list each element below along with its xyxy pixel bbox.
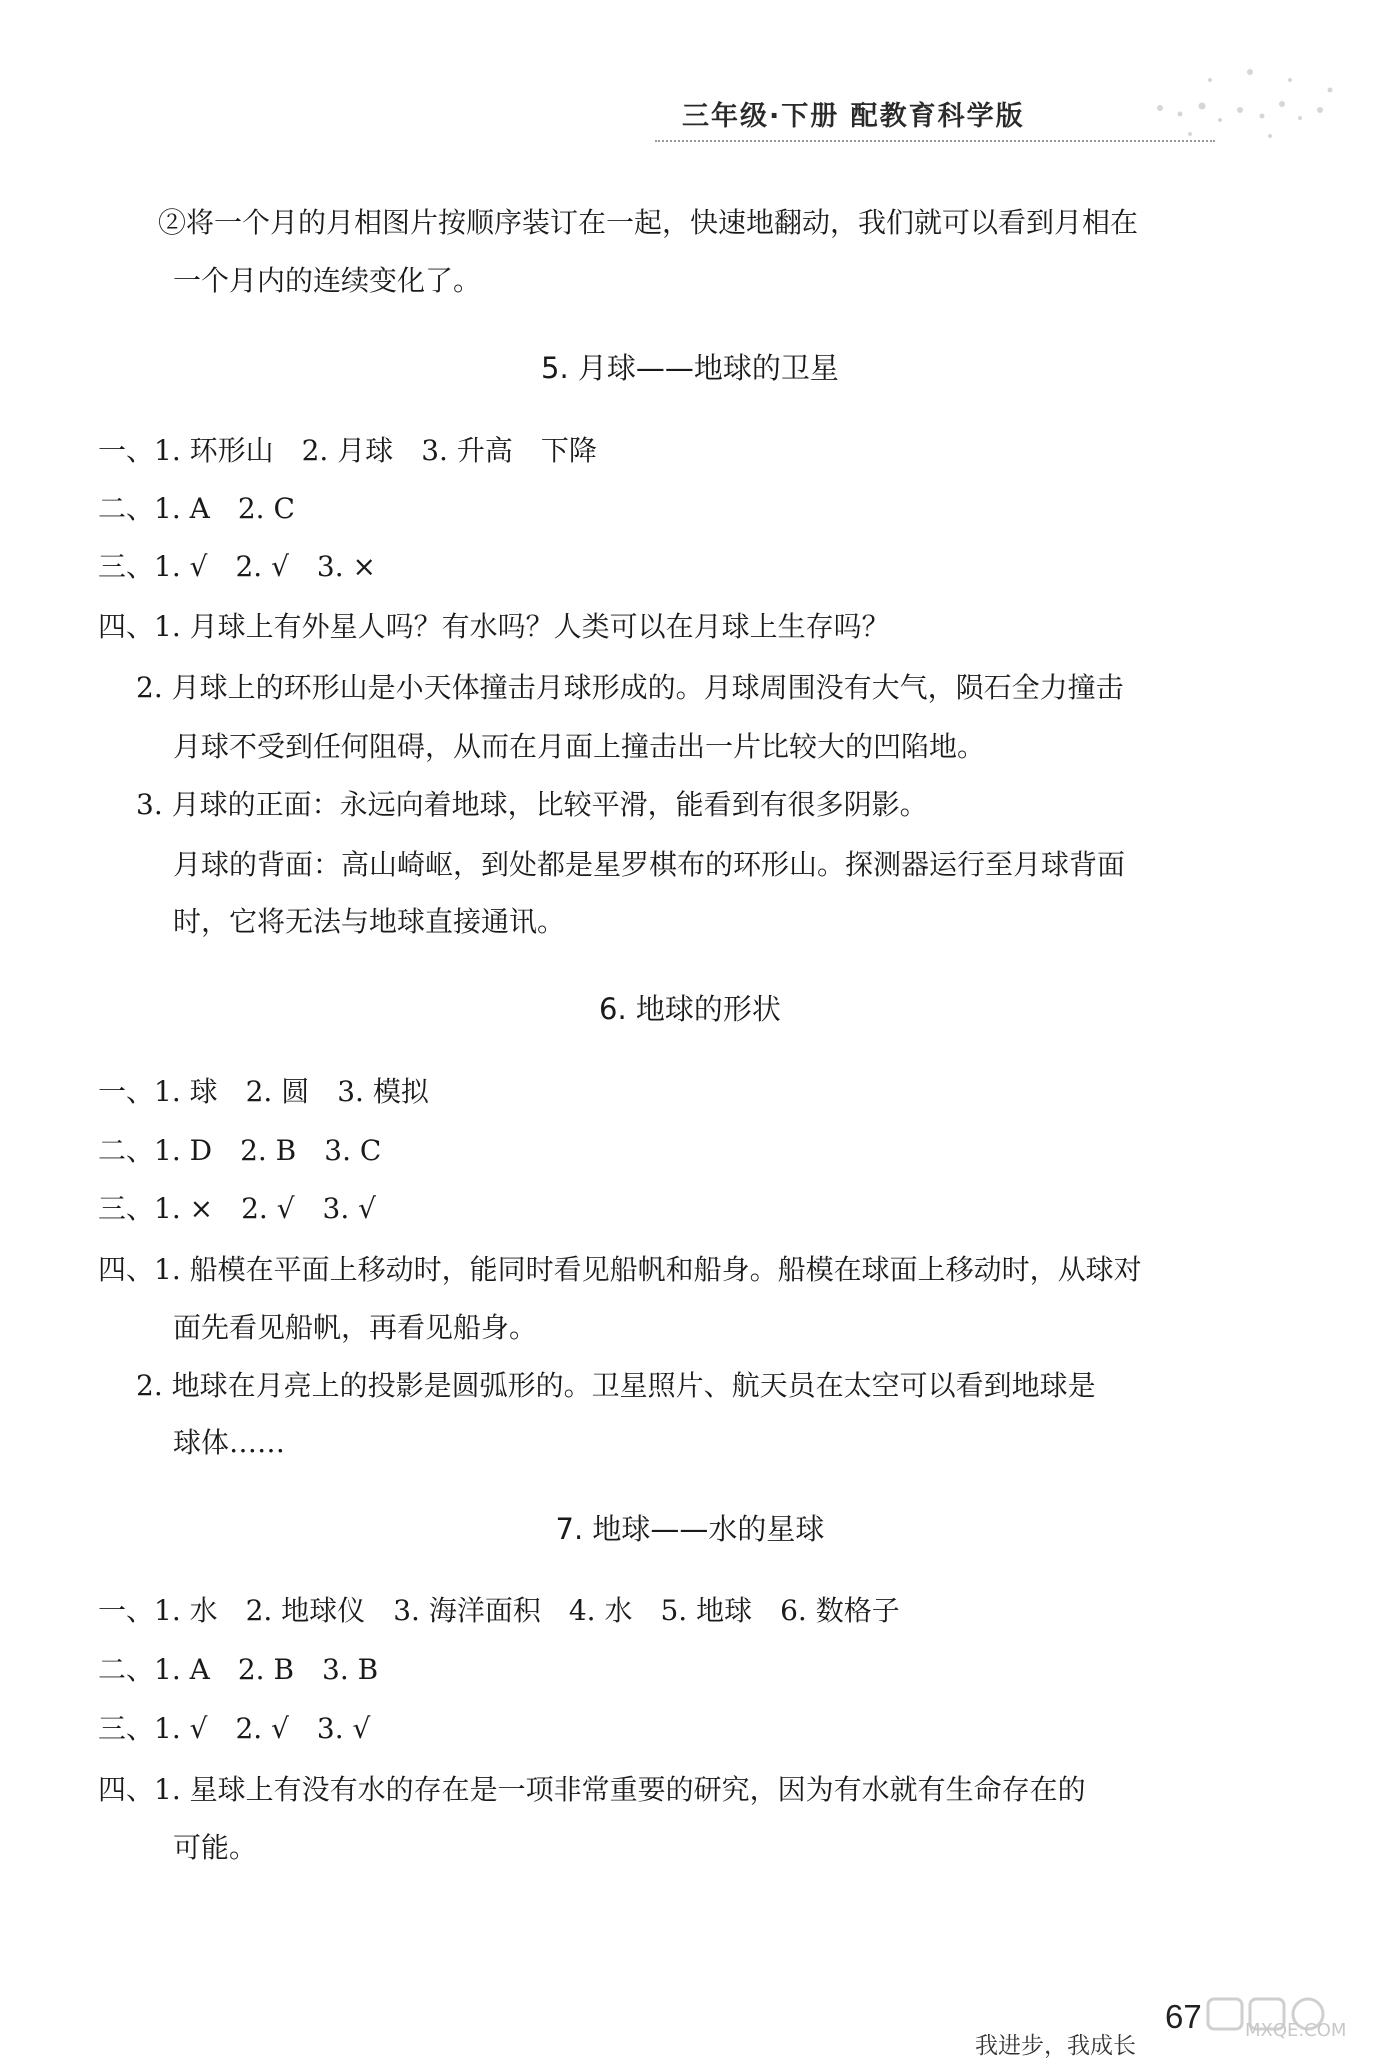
page-number: 67 [1165, 1998, 1202, 2035]
section-5-title: 5. 月球——地球的卫星 [541, 351, 839, 385]
s6-answer-part-4-item-1b: 面先看见船帆，再看见船身。 [173, 1311, 538, 1344]
s6-answer-part-4-item-2a: 2. 地球在月亮上的投影是圆弧形的。卫星照片、航天员在太空可以看到地球是 [136, 1369, 1096, 1402]
s5-answer-part-4-item-3b: 月球的背面：高山崎岖，到处都是星罗棋布的环形山。探测器运行至月球背面 [173, 848, 1126, 881]
s7-answer-part-1: 一、1. 水 2. 地球仪 3. 海洋面积 4. 水 5. 地球 6. 数格子 [98, 1594, 900, 1627]
s5-answer-part-2: 二、1. A 2. C [98, 492, 295, 525]
section-6-title: 6. 地球的形状 [599, 992, 781, 1026]
s5-answer-part-1: 一、1. 环形山 2. 月球 3. 升高 下降 [98, 434, 597, 467]
s7-answer-part-4-item-1a: 四、1. 星球上有没有水的存在是一项非常重要的研究，因为有水就有生命存在的 [98, 1773, 1086, 1806]
footer-slogan: 我进步，我成长 [975, 2033, 1136, 2059]
s6-answer-part-3: 三、1. × 2. √ 3. √ [98, 1192, 376, 1225]
s5-answer-part-4-item-2b: 月球不受到任何阻碍，从而在月面上撞击出一片比较大的凹陷地。 [173, 730, 986, 763]
s7-answer-part-2: 二、1. A 2. B 3. B [98, 1653, 379, 1686]
header-decoration [1150, 50, 1350, 150]
s5-answer-part-4-item-3a: 3. 月球的正面：永远向着地球，比较平滑，能看到有很多阴影。 [136, 788, 928, 821]
s6-answer-part-2: 二、1. D 2. B 3. C [98, 1134, 382, 1167]
watermark-text: MXQE.COM [1245, 2020, 1347, 2041]
intro-line-1: ②将一个月的月相图片按顺序装订在一起，快速地翻动，我们就可以看到月相在 [158, 206, 1139, 239]
s5-answer-part-4-item-3c: 时，它将无法与地球直接通讯。 [173, 905, 566, 938]
s6-answer-part-1: 一、1. 球 2. 圆 3. 模拟 [98, 1075, 429, 1108]
header-title: 三年级·下册 配教育科学版 [682, 101, 1025, 132]
s5-answer-part-4-item-2a: 2. 月球上的环形山是小天体撞击月球形成的。月球周围没有大气，陨石全力撞击 [136, 671, 1124, 704]
s6-answer-part-4-item-1a: 四、1. 船模在平面上移动时，能同时看见船帆和船身。船模在球面上移动时，从球对 [98, 1253, 1142, 1286]
s5-answer-part-3: 三、1. √ 2. √ 3. × [98, 550, 376, 583]
s5-answer-part-4-item-1: 四、1. 月球上有外星人吗？有水吗？人类可以在月球上生存吗？ [98, 610, 890, 643]
s7-answer-part-3: 三、1. √ 2. √ 3. √ [98, 1712, 371, 1745]
s7-answer-part-4-item-1b: 可能。 [173, 1831, 258, 1864]
intro-line-2: 一个月内的连续变化了。 [173, 264, 482, 297]
header-rule [655, 140, 1215, 142]
section-7-title: 7. 地球——水的星球 [555, 1512, 825, 1546]
s6-answer-part-4-item-2b: 球体…… [173, 1426, 286, 1459]
